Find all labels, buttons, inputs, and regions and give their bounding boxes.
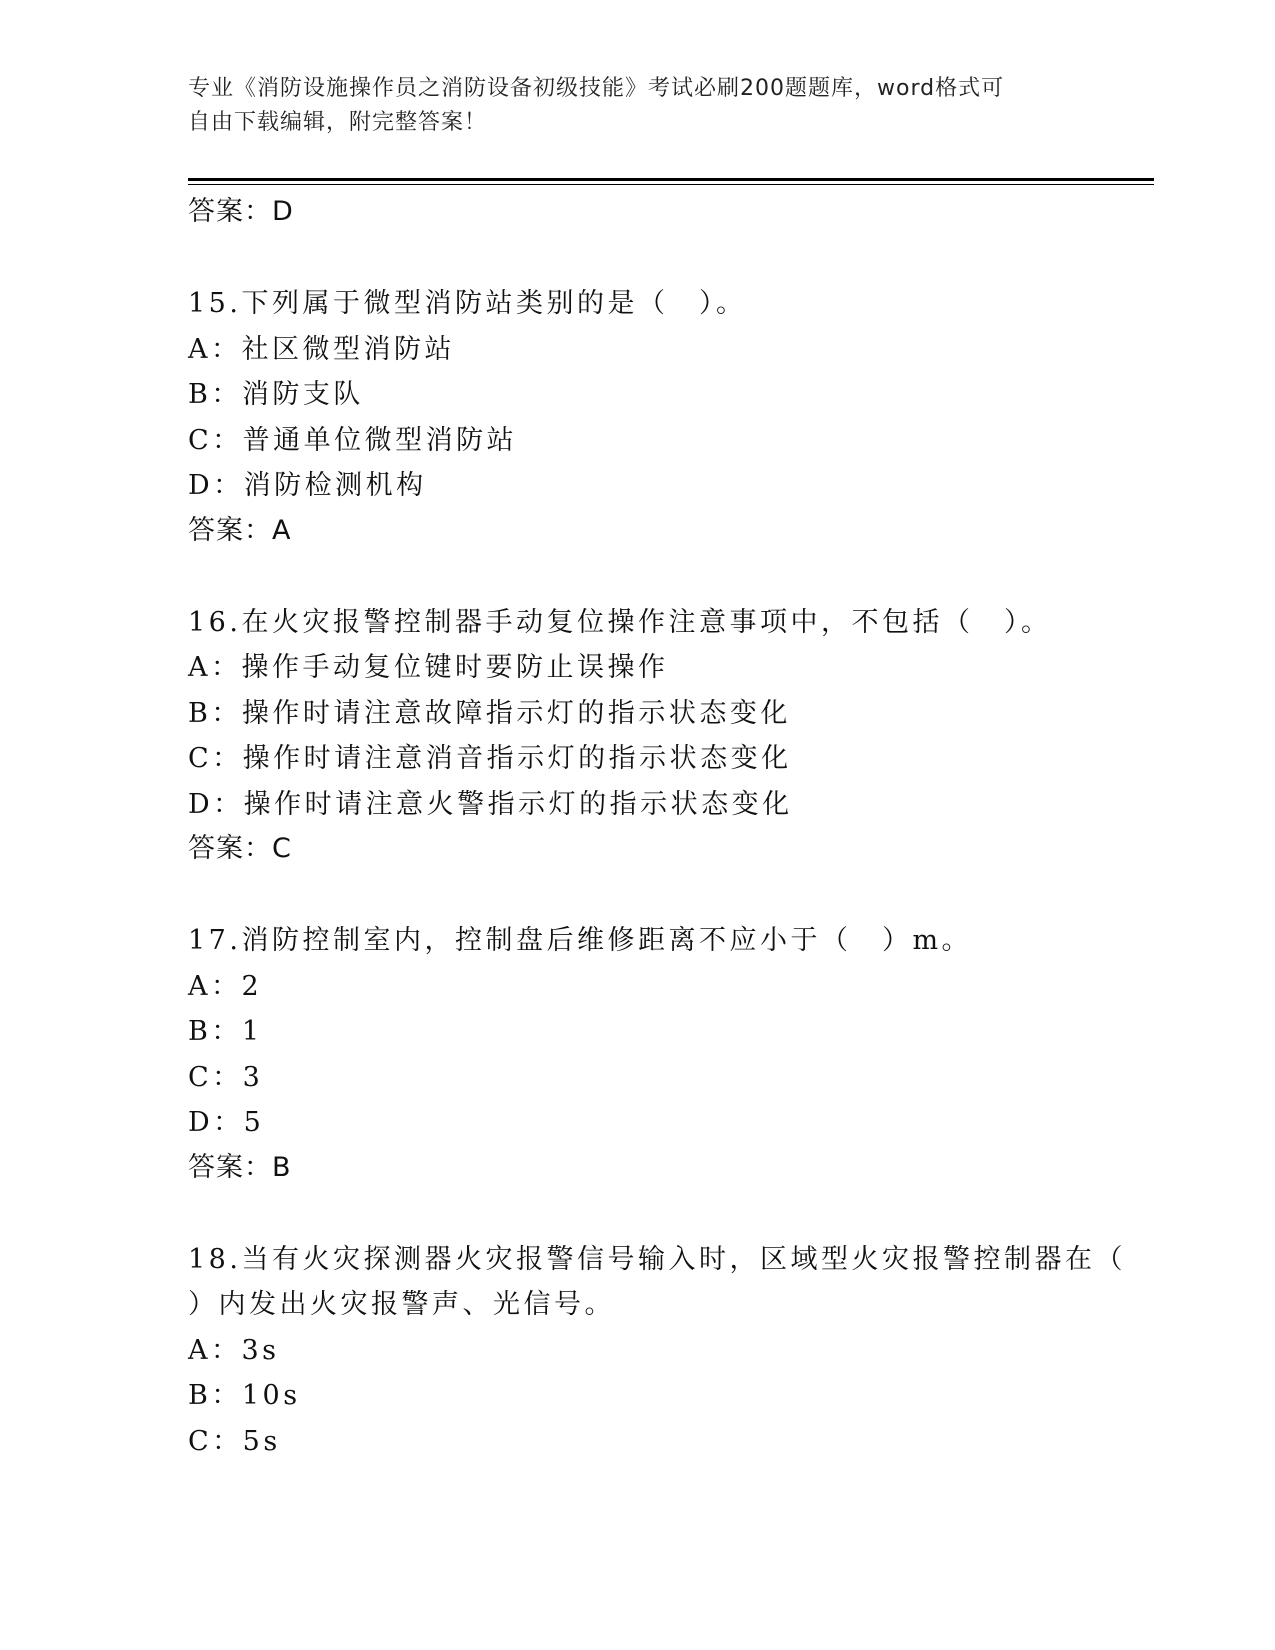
option-b: B：1 — [188, 1016, 263, 1047]
option-b: B：操作时请注意故障指示灯的指示状态变化 — [188, 697, 791, 729]
question-16 — [188, 600, 1088, 872]
question-15 — [188, 281, 1088, 553]
option-a: A：3s — [188, 1334, 280, 1366]
question-list — [188, 190, 1126, 1464]
option-a: A：社区微型消防站 — [188, 333, 455, 365]
answer-label: 答案：C — [188, 833, 292, 864]
option-c: C：普通单位微型消防站 — [188, 424, 518, 456]
option-c: C：操作时请注意消音指示灯的指示状态变化 — [188, 743, 792, 774]
answer-label: 答案：B — [188, 1151, 292, 1183]
answer-label: 答案：A — [188, 514, 292, 546]
option-d: D：操作时请注意火警指示灯的指示状态变化 — [188, 788, 793, 820]
question-stem: 16.在火灾报警控制器手动复位操作注意事项中，不包括（ ）。 — [188, 606, 1052, 638]
option-c: C：5s — [188, 1425, 281, 1457]
question-stem-line-1: 18.当有火灾探测器火灾报警信号输入时，区域型火灾报警控制器在（ — [188, 1243, 1126, 1275]
option-b: B：消防支队 — [188, 379, 364, 410]
question-18 — [188, 1237, 1126, 1465]
document-header — [188, 72, 1088, 140]
option-b: B：10s — [188, 1380, 301, 1411]
header-divider-thick — [188, 178, 1154, 181]
question-stem: 15.下列属于微型消防站类别的是（ ）。 — [188, 288, 747, 319]
answer-label: 答案：D — [188, 196, 294, 227]
option-d: D：5 — [188, 1107, 265, 1138]
option-c: C：3 — [188, 1061, 264, 1093]
header-line-1: 专业《消防设施操作员之消防设备初级技能》考试必刷200题题库，word格式可 — [188, 76, 1005, 101]
question-stem-line-2: ）内发出火灾报警声、光信号。 — [188, 1289, 615, 1320]
option-d: D：消防检测机构 — [188, 470, 427, 501]
question-stem: 17.消防控制室内，控制盘后维修距离不应小于（ ）m。 — [188, 925, 973, 956]
option-a: A：2 — [188, 970, 263, 1002]
header-line-2: 自由下载编辑，附完整答案！ — [188, 110, 488, 135]
question-17 — [188, 918, 1088, 1190]
header-divider-thin — [188, 184, 1154, 185]
option-a: A：操作手动复位键时要防止误操作 — [188, 652, 669, 683]
